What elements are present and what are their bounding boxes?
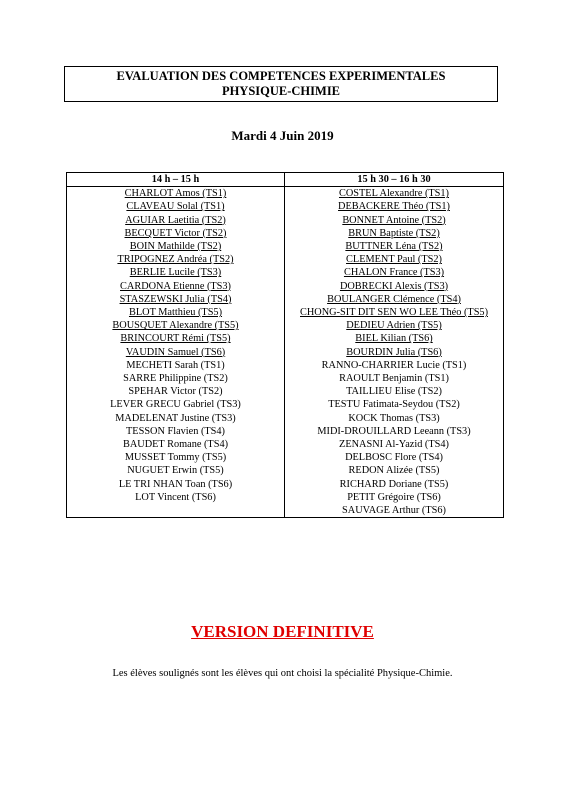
- version-label: VERSION DEFINITIVE: [191, 622, 374, 641]
- student-rows: [67, 187, 504, 518]
- slot-2-student: [285, 332, 504, 345]
- slot-2-student: [285, 359, 504, 372]
- slot-1-student: [67, 293, 285, 306]
- student-name: RICHARD Doriane (TS5): [339, 478, 449, 490]
- slot-2-student: [285, 253, 504, 266]
- student-name: BIEL Kilian (TS6): [355, 333, 433, 345]
- exam-date: Mardi 4 Juin 2019: [231, 128, 334, 143]
- slot-1-student: [67, 306, 285, 319]
- student-name: BLOT Matthieu (TS5): [128, 307, 223, 319]
- slot-1-student: [67, 227, 285, 240]
- student-name: NUGUET Erwin (TS5): [127, 465, 224, 477]
- student-name: ZENASNI Al-Yazid (TS4): [339, 439, 449, 451]
- slot-1-student: [67, 385, 285, 398]
- slot-1-student: [67, 187, 285, 201]
- title-line-2: PHYSIQUE-CHIMIE: [221, 84, 341, 98]
- table-row: [67, 372, 504, 385]
- student-name: PETIT Grégoire (TS6): [347, 491, 441, 503]
- slot-1-student: [67, 464, 285, 477]
- student-name: AGUIAR Laetitia (TS2): [125, 214, 226, 226]
- slot-1-student: [67, 412, 285, 425]
- student-name: MECHETI Sarah (TS1): [126, 359, 225, 371]
- table-row: [67, 332, 504, 345]
- slot-2-student: [285, 200, 504, 213]
- student-name: TAILLIEU Elise (TS2): [346, 386, 442, 398]
- slot-2-student: [285, 346, 504, 359]
- student-name: TESTU Fatimata-Seydou (TS2): [328, 399, 460, 411]
- slot-1-student: [67, 425, 285, 438]
- student-name: TRIPOGNEZ Andréa (TS2): [117, 254, 234, 266]
- student-name: DELBOSC Flore (TS4): [345, 452, 443, 464]
- slot-2-student: [285, 451, 504, 464]
- student-name: COSTEL Alexandre (TS1): [338, 188, 449, 200]
- student-name: BECQUET Victor (TS2): [124, 227, 227, 239]
- student-name: SAUVAGE Arthur (TS6): [342, 505, 446, 517]
- slot-2-student: [285, 227, 504, 240]
- student-name: CHALON France (TS3): [343, 267, 445, 279]
- student-name: CHARLOT Amos (TS1): [124, 188, 227, 200]
- slot-1-student: [67, 451, 285, 464]
- table-row: [67, 359, 504, 372]
- table-row: [67, 280, 504, 293]
- table-row: [67, 464, 504, 477]
- slot-2-student: [285, 266, 504, 279]
- student-name: SARRE Philippine (TS2): [123, 373, 228, 385]
- slot-1-student: [67, 478, 285, 491]
- slot-1-student: [67, 438, 285, 451]
- table-row: [67, 504, 504, 518]
- student-name: BONNET Antoine (TS2): [342, 214, 446, 226]
- student-name: LOT Vincent (TS6): [135, 491, 216, 503]
- student-name: VAUDIN Samuel (TS6): [125, 346, 226, 358]
- slot-1-header: 14 h – 15 h: [67, 173, 285, 187]
- table-header-row: [67, 173, 504, 187]
- student-name: BRUN Baptiste (TS2): [348, 227, 440, 239]
- slot-2-student: [285, 280, 504, 293]
- slot-2-student: [285, 385, 504, 398]
- table-row: [67, 478, 504, 491]
- table-row: [67, 187, 504, 201]
- table-row: [67, 253, 504, 266]
- table-row: [67, 491, 504, 504]
- student-name: LEVER GRECU Gabriel (TS3): [110, 399, 241, 411]
- table-row: [67, 346, 504, 359]
- student-name: DEDIEU Adrien (TS5): [346, 320, 442, 332]
- slot-2-student: [285, 425, 504, 438]
- table-row: [67, 240, 504, 253]
- table-row: [67, 319, 504, 332]
- student-name: BOURDIN Julia (TS6): [346, 346, 442, 358]
- student-name: CLAVEAU Solal (TS1): [126, 201, 225, 213]
- slot-1-student: [67, 280, 285, 293]
- slot-1-student: [67, 319, 285, 332]
- slot-1-student: [67, 398, 285, 411]
- slot-2-student: [285, 319, 504, 332]
- student-name: BAUDET Romane (TS4): [122, 439, 229, 451]
- slot-1-student: [67, 332, 285, 345]
- student-name: RAOULT Benjamin (TS1): [339, 373, 449, 385]
- slot-2-student: [285, 412, 504, 425]
- table-row: [67, 385, 504, 398]
- student-name: MUSSET Tommy (TS5): [124, 452, 227, 464]
- slot-2-student: [285, 306, 504, 319]
- student-name: CHONG-SIT DIT SEN WO LEE Théo (TS5): [300, 307, 488, 319]
- slot-2-student: [285, 240, 504, 253]
- slot-1-student: [67, 491, 285, 504]
- student-name: CARDONA Etienne (TS3): [120, 280, 231, 292]
- underline-note: Les élèves soulignés sont les élèves qui ont choisi la spécialité Physique-Chimie.: [112, 668, 453, 679]
- table-row: [67, 438, 504, 451]
- slot-2-student: [285, 293, 504, 306]
- student-name: REDON Alizée (TS5): [348, 465, 440, 477]
- table-row: [67, 200, 504, 213]
- table-row: [67, 306, 504, 319]
- slot-1-student: [67, 200, 285, 213]
- slot-1-student: [67, 253, 285, 266]
- table-row: [67, 398, 504, 411]
- student-name: SPEHAR Victor (TS2): [128, 386, 223, 398]
- slot-2-header: 15 h 30 – 16 h 30: [285, 173, 504, 187]
- slot-2-student: [285, 398, 504, 411]
- slot-2-student: [285, 491, 504, 504]
- slot-2-student: [285, 438, 504, 451]
- table-row: [67, 227, 504, 240]
- table-row: [67, 425, 504, 438]
- student-name: LE TRI NHAN Toan (TS6): [118, 478, 233, 490]
- slot-2-student: [285, 464, 504, 477]
- slot-2-student: [285, 504, 504, 518]
- table-row: [67, 266, 504, 279]
- student-name: RANNO-CHARRIER Lucie (TS1): [321, 359, 467, 371]
- slot-1-student: [67, 240, 285, 253]
- student-name: DEBACKERE Théo (TS1): [338, 201, 450, 213]
- schedule-table: [66, 172, 504, 518]
- slot-1-student: [67, 359, 285, 372]
- student-name: BUTTNER Léna (TS2): [345, 241, 443, 253]
- slot-2-student: [285, 372, 504, 385]
- student-name: BRINCOURT Rémi (TS5): [120, 333, 231, 345]
- slot-1-student: [67, 372, 285, 385]
- student-name: KOCK Thomas (TS3): [348, 412, 440, 424]
- table-row: [67, 412, 504, 425]
- slot-1-student: [67, 504, 285, 518]
- student-name: STASZEWSKI Julia (TS4): [119, 293, 232, 305]
- student-name: BOUSQUET Alexandre (TS5): [112, 320, 239, 332]
- title-line-1: EVALUATION DES COMPETENCES EXPERIMENTALES: [116, 69, 446, 83]
- student-name: BOIN Mathilde (TS2): [129, 241, 222, 253]
- student-name: BOULANGER Clémence (TS4): [327, 293, 461, 305]
- slot-1-student: [67, 266, 285, 279]
- student-name: DOBRECKI Alexis (TS3): [339, 280, 449, 292]
- table-row: [67, 293, 504, 306]
- table-row: [67, 451, 504, 464]
- slot-2-student: [285, 478, 504, 491]
- slot-2-student: [285, 214, 504, 227]
- student-name: MADELENAT Justine (TS3): [115, 412, 236, 424]
- student-name: TESSON Flavien (TS4): [126, 425, 225, 437]
- slot-1-student: [67, 346, 285, 359]
- slot-2-student: [285, 187, 504, 201]
- student-name: CLEMENT Paul (TS2): [346, 254, 442, 266]
- table-row: [67, 214, 504, 227]
- slot-1-student: [67, 214, 285, 227]
- student-name: BERLIE Lucile (TS3): [129, 267, 222, 279]
- student-name: MIDI-DROUILLARD Leeann (TS3): [317, 425, 471, 437]
- title-box: [64, 66, 498, 102]
